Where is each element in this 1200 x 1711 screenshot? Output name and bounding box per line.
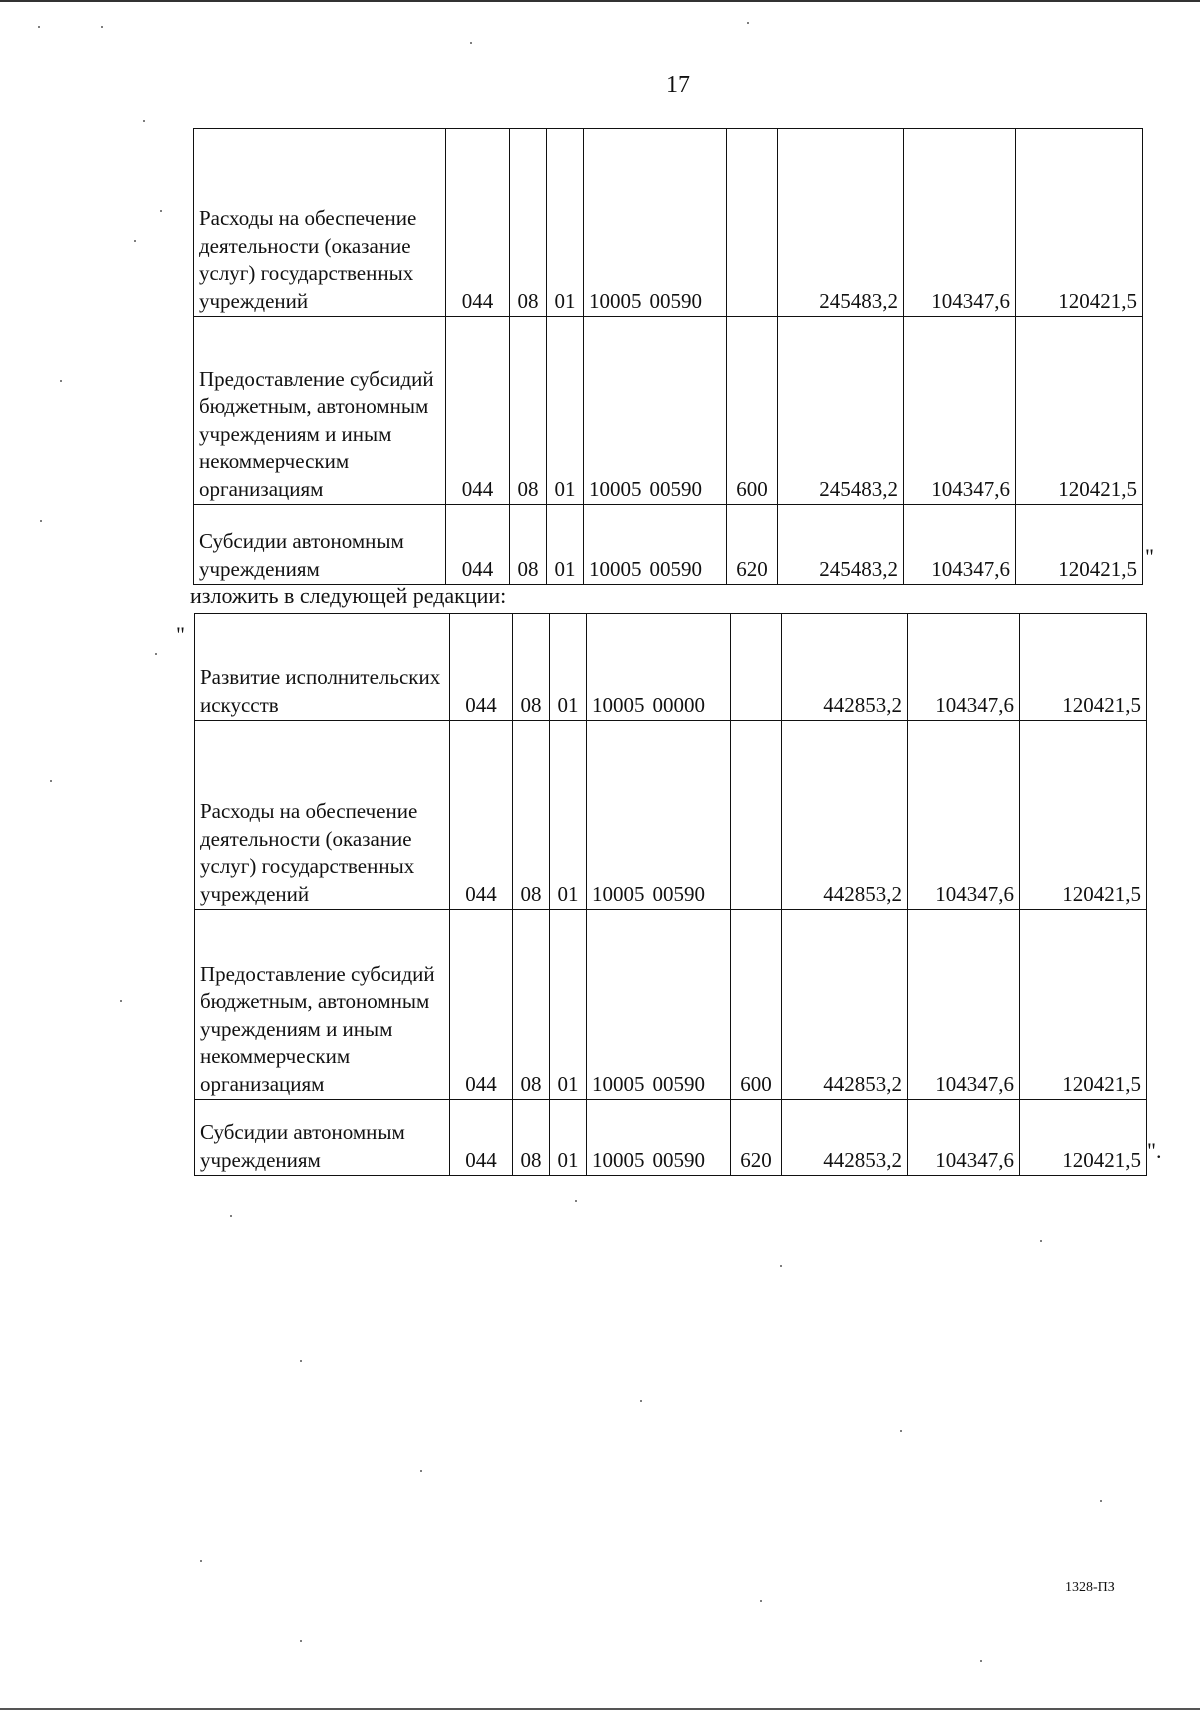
expense-type-code: [727, 129, 778, 317]
amount-2: 104347,6: [908, 910, 1020, 1100]
subsection-code: 01: [547, 129, 584, 317]
closing-quote: ": [1145, 544, 1154, 569]
expense-type-code: 620: [727, 505, 778, 585]
target-code-part-b: 00590: [652, 881, 705, 906]
row-name: Расходы на обеспечение деятельности (оказание услуг) государственных учреждений: [194, 129, 446, 317]
row-name: Предоставление субсидий бюджетным, автономным учреждениям и иным некоммерческим организациям: [194, 317, 446, 505]
section-code: 08: [510, 129, 547, 317]
table-row: [195, 614, 1147, 721]
amount-3: 120421,5: [1016, 317, 1143, 505]
amount-2: 104347,6: [908, 721, 1020, 910]
amount-3: 120421,5: [1020, 1100, 1147, 1176]
ministry-code: 044: [450, 721, 513, 910]
target-code-part-b: 00590: [649, 556, 702, 581]
expense-type-code: [731, 721, 782, 910]
subsection-code: 01: [550, 614, 587, 721]
table-row: [194, 505, 1143, 585]
ministry-code: 044: [450, 1100, 513, 1176]
subsection-code: 01: [547, 317, 584, 505]
amount-3: 120421,5: [1020, 614, 1147, 721]
amount-1: 442853,2: [782, 614, 908, 721]
amount-3: 120421,5: [1016, 505, 1143, 585]
table-row: [195, 721, 1147, 910]
amount-1: 442853,2: [782, 721, 908, 910]
amount-2: 104347,6: [904, 129, 1016, 317]
table-row: [195, 1100, 1147, 1176]
row-name: Предоставление субсидий бюджетным, автономным учреждениям и иным некоммерческим организациям: [195, 910, 450, 1100]
target-article-code: [587, 1100, 731, 1176]
section-code: 08: [513, 721, 550, 910]
document-code: 1328-ПЗ: [1065, 1580, 1115, 1595]
budget-table-new: [194, 613, 1147, 1176]
section-code: 08: [510, 505, 547, 585]
target-article-code: [587, 721, 731, 910]
table-row: [194, 317, 1143, 505]
target-code-part-b: 00590: [652, 1147, 705, 1172]
expense-type-code: 620: [731, 1100, 782, 1176]
target-code-part-a: 10005: [592, 1071, 645, 1096]
target-code-part-b: 00000: [652, 692, 705, 717]
ministry-code: 044: [446, 129, 510, 317]
page-number: 17: [666, 72, 690, 98]
amount-2: 104347,6: [904, 317, 1016, 505]
amendment-instruction: изложить в следующей редакции:: [190, 583, 507, 608]
expense-type-code: 600: [731, 910, 782, 1100]
target-code-part-a: 10005: [589, 288, 642, 313]
ministry-code: 044: [446, 317, 510, 505]
target-article-code: [584, 317, 727, 505]
scan-edge-bottom: [0, 1708, 1200, 1710]
target-article-code: [587, 910, 731, 1100]
subsection-code: 01: [550, 1100, 587, 1176]
section-code: 08: [513, 910, 550, 1100]
row-name: Расходы на обеспечение деятельности (оказание услуг) государственных учреждений: [195, 721, 450, 910]
budget-table-old: [193, 128, 1143, 585]
amount-2: 104347,6: [908, 614, 1020, 721]
amount-2: 104347,6: [904, 505, 1016, 585]
target-code-part-a: 10005: [592, 692, 645, 717]
ministry-code: 044: [450, 614, 513, 721]
amount-1: 442853,2: [782, 1100, 908, 1176]
row-name: Субсидии автономным учреждениям: [195, 1100, 450, 1176]
amount-1: 245483,2: [778, 129, 904, 317]
row-name: Субсидии автономным учреждениям: [194, 505, 446, 585]
target-code-part-b: 00590: [649, 288, 702, 313]
target-code-part-a: 10005: [589, 556, 642, 581]
amount-3: 120421,5: [1016, 129, 1143, 317]
target-article-code: [587, 614, 731, 721]
section-code: 08: [513, 614, 550, 721]
target-code-part-a: 10005: [592, 881, 645, 906]
subsection-code: 01: [550, 721, 587, 910]
ministry-code: 044: [450, 910, 513, 1100]
amount-2: 104347,6: [908, 1100, 1020, 1176]
closing-quote-final: ".: [1147, 1138, 1162, 1163]
target-code-part-b: 00590: [649, 476, 702, 501]
row-name: Развитие исполнительских искусств: [195, 614, 450, 721]
opening-quote: ": [176, 622, 185, 647]
expense-type-code: [731, 614, 782, 721]
subsection-code: 01: [547, 505, 584, 585]
target-article-code: [584, 129, 727, 317]
section-code: 08: [513, 1100, 550, 1176]
ministry-code: 044: [446, 505, 510, 585]
amount-3: 120421,5: [1020, 721, 1147, 910]
target-article-code: [584, 505, 727, 585]
scan-edge-top: [0, 0, 1200, 2]
target-code-part-a: 10005: [592, 1147, 645, 1172]
section-code: 08: [510, 317, 547, 505]
table-row: [195, 910, 1147, 1100]
target-code-part-b: 00590: [652, 1071, 705, 1096]
expense-type-code: 600: [727, 317, 778, 505]
amount-1: 245483,2: [778, 505, 904, 585]
amount-3: 120421,5: [1020, 910, 1147, 1100]
subsection-code: 01: [550, 910, 587, 1100]
amount-1: 442853,2: [782, 910, 908, 1100]
table-row: [194, 129, 1143, 317]
target-code-part-a: 10005: [589, 476, 642, 501]
amount-1: 245483,2: [778, 317, 904, 505]
